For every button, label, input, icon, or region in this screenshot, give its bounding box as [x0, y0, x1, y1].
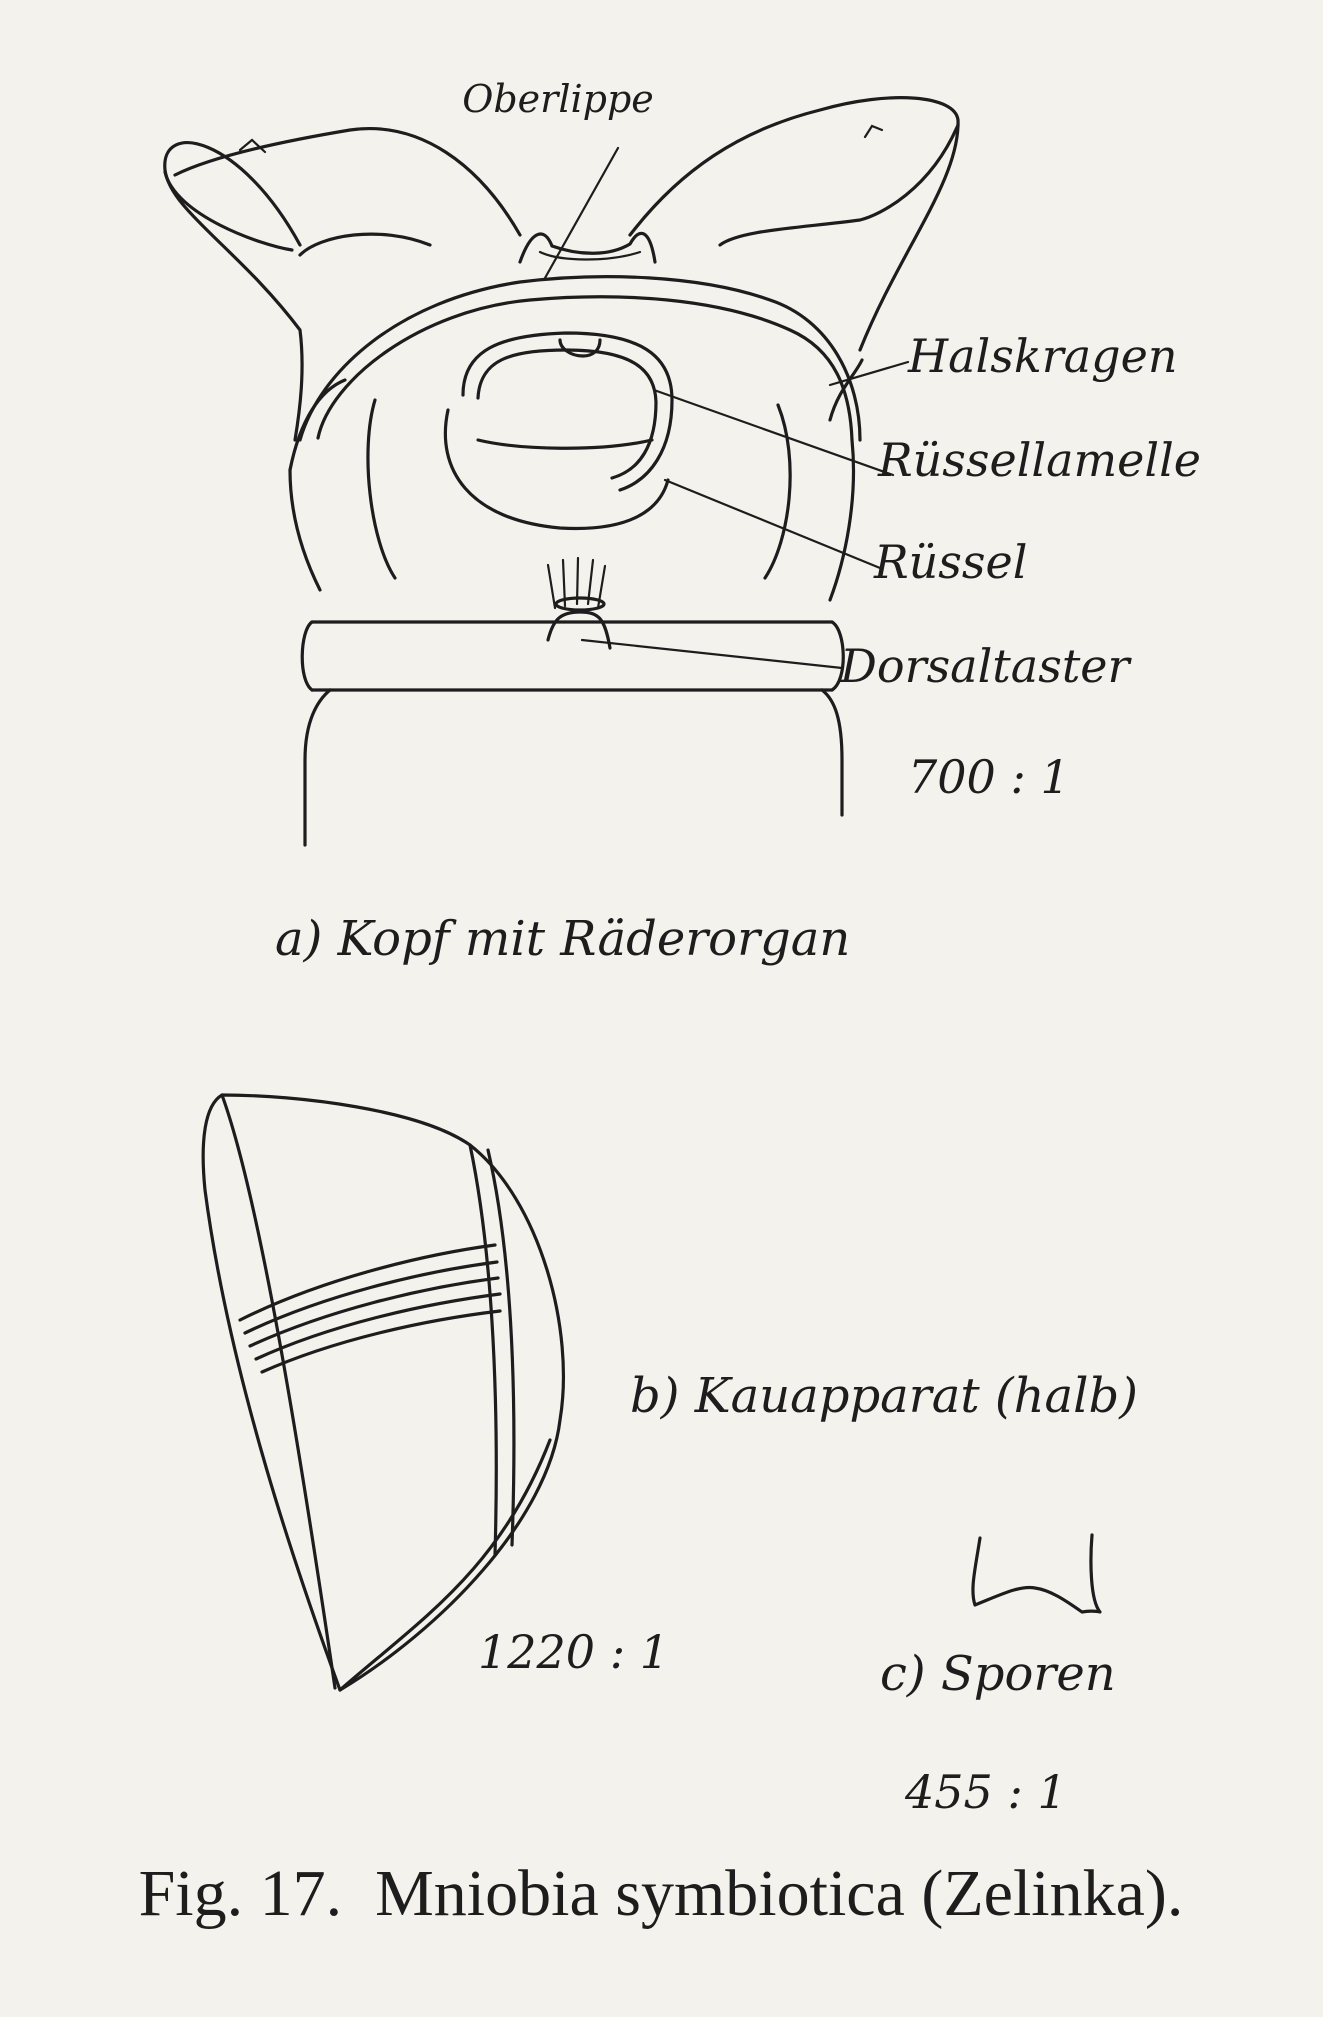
- jaw-outline: [203, 1095, 563, 1690]
- jaw-striation: [240, 1245, 495, 1320]
- panel-b-caption: b) Kauapparat (halb): [630, 1368, 1138, 1424]
- figure-caption: Fig. 17. Mniobia symbiotica (Zelinka).: [138, 1857, 1184, 1930]
- panel-a-drawing: [165, 98, 958, 845]
- neck-collar: [300, 277, 860, 440]
- panel-b-scale: 1220 : 1: [478, 1625, 670, 1679]
- label-dorsaltaster: Dorsaltaster: [840, 639, 1130, 693]
- body-segment-lower: [305, 690, 330, 845]
- body-segment-upper: [312, 622, 832, 690]
- leader-line-dorsaltaster: [582, 640, 842, 668]
- panel-c-scale: 455 : 1: [905, 1765, 1067, 1819]
- label-russel: Rüssel: [874, 535, 1028, 589]
- panel-a-caption: a) Kopf mit Räderorgan: [275, 911, 851, 967]
- label-oberlippe: Oberlippe: [462, 77, 654, 121]
- spur-drawing: [973, 1535, 1100, 1612]
- panel-b-drawing: [203, 1095, 563, 1690]
- leader-line-russel: [665, 480, 880, 568]
- panel-a-scale: 700 : 1: [908, 750, 1070, 804]
- panel-c-caption: c) Sporen: [880, 1646, 1116, 1702]
- trunk: [463, 333, 672, 490]
- label-russellamelle: Rüssellamelle: [878, 433, 1202, 487]
- upper-lip: [520, 233, 655, 262]
- left-corona-lobe: [165, 143, 302, 440]
- label-halskragen: Halskragen: [908, 329, 1178, 383]
